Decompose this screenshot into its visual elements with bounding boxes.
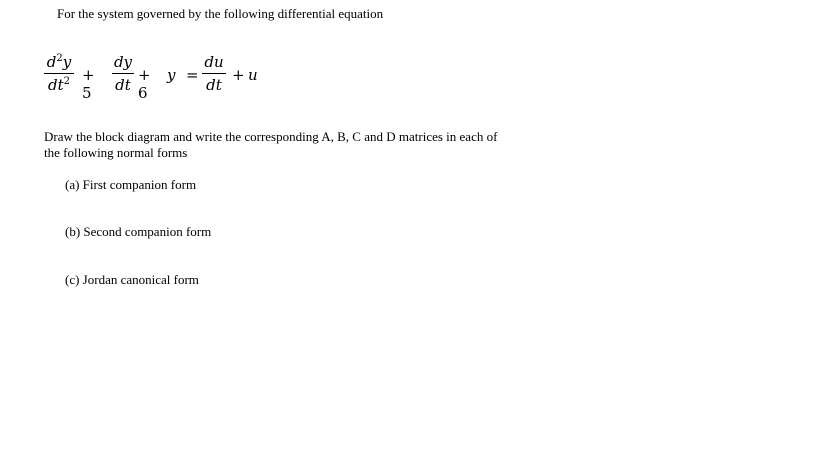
- first-derivative-u-fraction: [202, 53, 226, 94]
- first-derivative-u-num: du: [204, 53, 224, 71]
- second-derivative-fraction: [44, 53, 74, 94]
- instruction: [44, 129, 564, 161]
- first-derivative-u-den: dt: [206, 76, 222, 94]
- instruction-line-1: Draw the block diagram and write the corresponding A, B, C and D matrices in each of: [44, 129, 498, 144]
- equals-sign: =: [186, 66, 199, 84]
- second-derivative-den: dt: [47, 76, 64, 94]
- u-variable: u: [248, 66, 258, 84]
- problem-intro: For the system governed by the following differential equation: [57, 6, 384, 21]
- part-b-second-companion: (b) Second companion form: [65, 224, 212, 239]
- second-derivative-den-order: 2: [63, 76, 70, 87]
- y-variable: y: [167, 66, 176, 84]
- plus-six: + 6: [138, 66, 151, 102]
- first-derivative-y-fraction: [112, 53, 134, 94]
- instruction-line-2: the following normal forms: [44, 145, 188, 160]
- plus-sign: +: [232, 66, 245, 84]
- part-a-first-companion: (a) First companion form: [65, 177, 197, 192]
- part-c-jordan-canonical: (c) Jordan canonical form: [65, 272, 199, 287]
- plus-five: + 5: [82, 66, 95, 102]
- first-derivative-y-num: dy: [113, 53, 133, 71]
- second-derivative-var: y: [62, 53, 72, 71]
- second-derivative-d: d: [46, 53, 57, 71]
- second-derivative-order: 2: [56, 53, 63, 64]
- first-derivative-y-den: dt: [115, 76, 131, 94]
